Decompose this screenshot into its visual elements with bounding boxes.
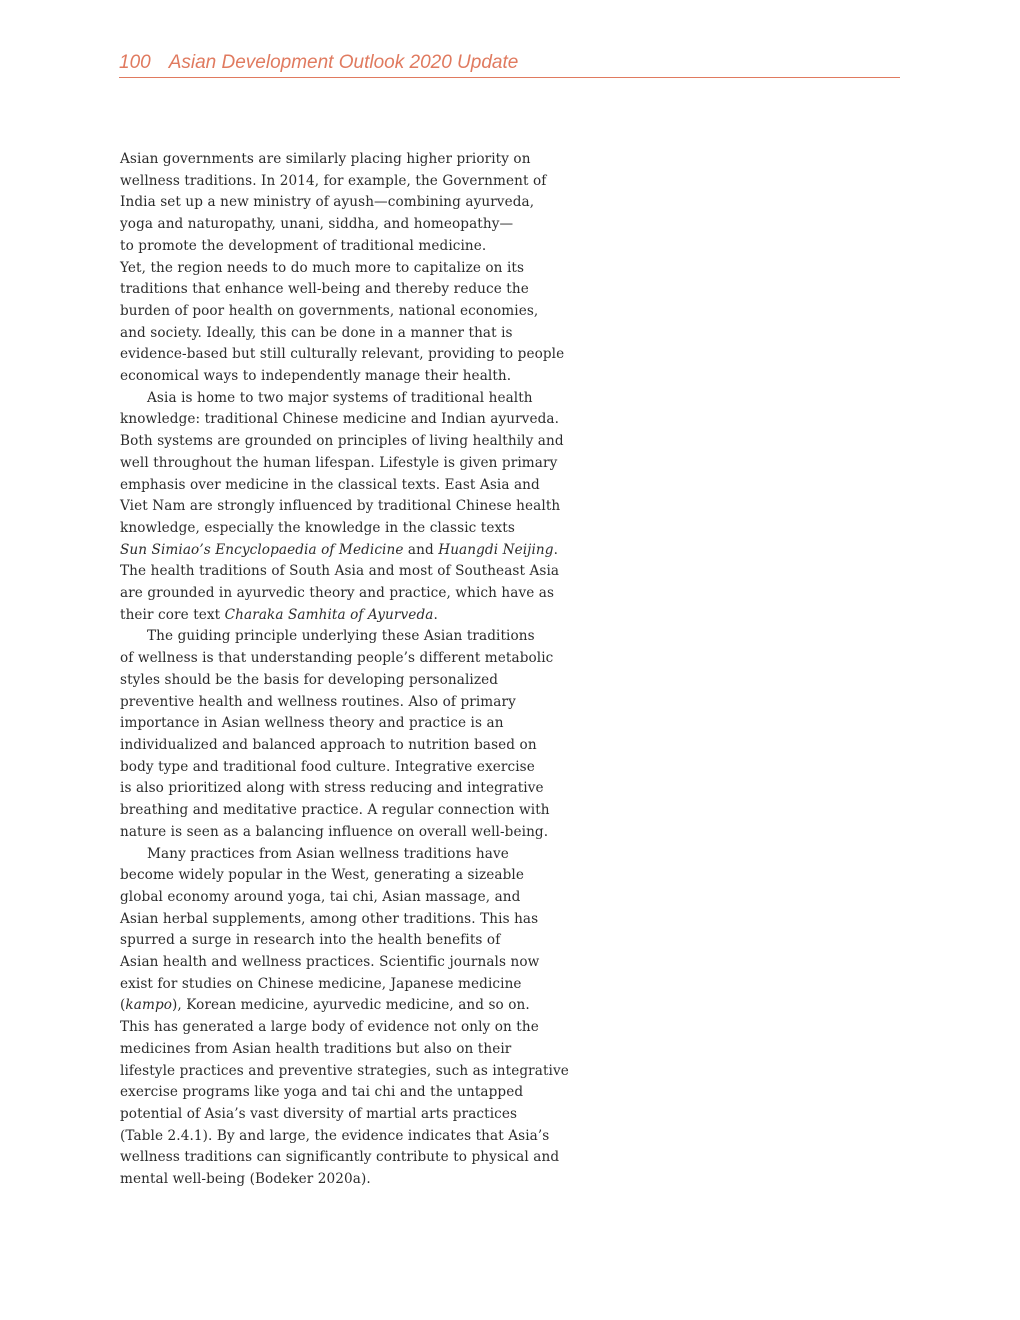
text-line: emphasis over medicine in the classical texts. East Asia and: [120, 476, 540, 493]
text-line: preventive health and wellness routines. Also of primary: [120, 693, 516, 710]
paragraph-4: [120, 844, 590, 1191]
text-line: and society. Ideally, this can be done in a manner that is: [120, 324, 513, 341]
paragraph-3: [120, 626, 590, 843]
text-line: (kampo), Korean medicine, ayurvedic medicine, and so on.: [120, 997, 530, 1014]
text-line: mental well-being (Bodeker 2020a).: [120, 1171, 371, 1188]
text-line: to promote the development of traditional medicine.: [120, 237, 487, 254]
page-number: 100: [119, 52, 151, 73]
text-line: Many practices from Asian wellness traditions have: [147, 845, 509, 862]
term: kampo: [125, 997, 173, 1014]
text-line: wellness traditions can significantly contribute to physical and: [120, 1149, 560, 1166]
paragraph-2: [120, 388, 590, 627]
text-line: evidence-based but still culturally relevant, providing to people: [120, 346, 565, 363]
text-line: economical ways to independently manage their health.: [120, 368, 512, 385]
text-line: (Table 2.4.1). By and large, the evidence indicates that Asia’s: [120, 1127, 550, 1144]
book-title: Huangdi Neijing: [438, 541, 554, 558]
text-line: Both systems are grounded on principles of living healthily and: [120, 433, 564, 450]
publication-title: Asian Development Outlook 2020 Update: [168, 52, 519, 73]
text-line: breathing and meditative practice. A regular connection with: [120, 802, 550, 819]
text-line: yoga and naturopathy, unani, siddha, and homeopathy—: [120, 216, 514, 233]
text-line: exercise programs like yoga and tai chi and the untapped: [120, 1084, 524, 1101]
text-line: India set up a new ministry of ayush—combining ayurveda,: [120, 194, 535, 211]
text-line: importance in Asian wellness theory and practice is an: [120, 715, 504, 732]
text-line: styles should be the basis for developing personalized: [120, 671, 499, 688]
text-line: knowledge, especially the knowledge in the classic texts: [120, 519, 515, 536]
text-line: Asian herbal supplements, among other traditions. This has: [120, 910, 539, 927]
text-line: well throughout the human lifespan. Lifestyle is given primary: [120, 454, 558, 471]
text-line: spurred a surge in research into the health benefits of: [120, 932, 501, 949]
text-line: Yet, the region needs to do much more to capitalize on its: [120, 259, 525, 276]
text-line: body type and traditional food culture. Integrative exercise: [120, 758, 535, 775]
paragraph-1: [120, 149, 590, 388]
text-line: The guiding principle underlying these Asian traditions: [147, 628, 535, 645]
text-line: global economy around yoga, tai chi, Asian massage, and: [120, 888, 521, 905]
text-line: become widely popular in the West, generating a sizeable: [120, 867, 524, 884]
text-line: lifestyle practices and preventive strategies, such as integrative: [120, 1062, 569, 1079]
text-line: medicines from Asian health traditions but also on their: [120, 1040, 512, 1057]
text-line: their core text Charaka Samhita of Ayurveda.: [120, 606, 438, 623]
body-text: [120, 149, 590, 1191]
text-line: traditions that enhance well-being and thereby reduce the: [120, 281, 529, 298]
text-line: are grounded in ayurvedic theory and practice, which have as: [120, 585, 555, 602]
text-line: burden of poor health on governments, national economies,: [120, 302, 539, 319]
text-line: Asian health and wellness practices. Scientific journals now: [120, 954, 540, 971]
text-line: Viet Nam are strongly influenced by traditional Chinese health: [120, 498, 561, 515]
text-line: knowledge: traditional Chinese medicine and Indian ayurveda.: [120, 411, 560, 428]
book-title: Sun Simiao’s Encyclopaedia of Medicine: [120, 541, 404, 558]
text-line: nature is seen as a balancing influence on overall well-being.: [120, 823, 549, 840]
text-line: exist for studies on Chinese medicine, Japanese medicine: [120, 975, 522, 992]
text-line: This has generated a large body of evidence not only on the: [120, 1019, 539, 1036]
book-title: Charaka Samhita of Ayurveda: [224, 606, 434, 623]
text-line: individualized and balanced approach to nutrition based on: [120, 736, 537, 753]
running-header: [119, 50, 900, 78]
text-line: potential of Asia’s vast diversity of martial arts practices: [120, 1105, 518, 1122]
text-line: is also prioritized along with stress reducing and integrative: [120, 780, 544, 797]
text-line: Asian governments are similarly placing higher priority on: [120, 151, 531, 167]
text-line: Asia is home to two major systems of traditional health: [147, 389, 533, 406]
text-line: wellness traditions. In 2014, for example, the Government of: [120, 172, 547, 189]
text-line: The health traditions of South Asia and most of Southeast Asia: [120, 563, 560, 580]
text-line: Sun Simiao’s Encyclopaedia of Medicine and Huangdi Neijing.: [120, 541, 559, 558]
text-line: of wellness is that understanding people’s different metabolic: [120, 650, 554, 667]
